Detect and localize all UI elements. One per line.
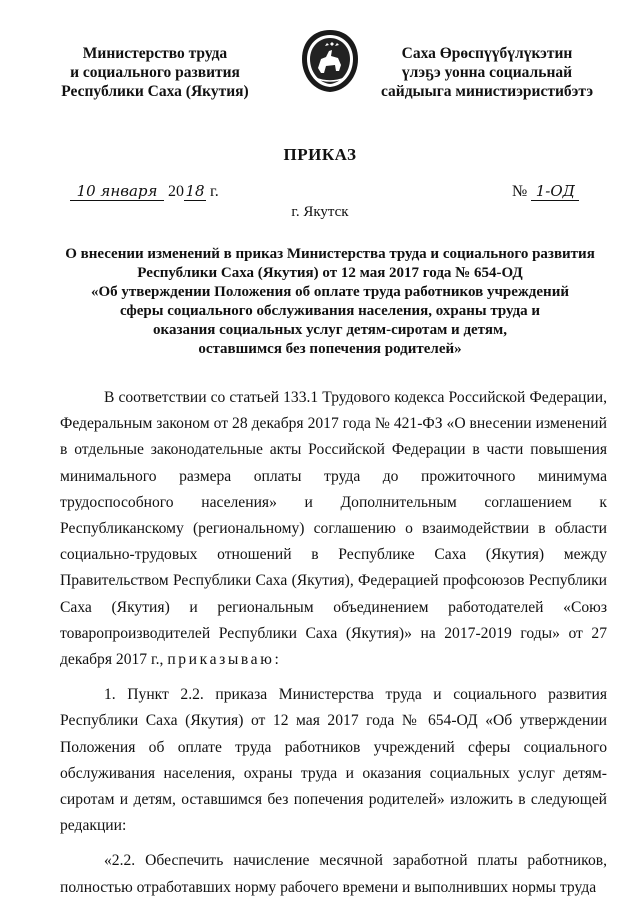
preamble-text: В соответствии со статьей 133.1 Трудового кодекса Российской Федерации, Федеральным законом от 28 декабря 2017 года № 421-ФЗ «О внесении изменений в отдельные законодательные акты Российской Федерации в части повышения минимального размера оплаты труда до прожиточного минимума трудоспособного населения» и Дополнительным соглашением к Республиканскому (региональному) соглашению о взаимодействии в области социально-трудовых отношений в Республике Саха (Якутия) между Правительством Республики Саха (Якутия), Федерацией профсоюзов Республики Саха (Якутия) и региональным объединением работодателей «Союз товаропроизводителей Республики Саха (Якутия)» на 2017-2019 годы» от 27 декабря 2017 г., (60, 389, 607, 669)
subject-line: оставшимся без попечения родителей» (198, 341, 462, 357)
clause-2-2-paragraph: «2.2. Обеспечить начисление месячной заработной платы работников, полностью отработавших норму рабочего времени и выполнивших нормы труда (60, 852, 607, 896)
ministry-name-line: Республики Саха (Якутия) (61, 83, 249, 100)
ministry-name-line: и социального развития (70, 64, 240, 81)
order-date (70, 182, 219, 201)
ministry-name-yakut (372, 44, 602, 101)
order-command: приказываю: (167, 651, 282, 669)
ministry-name-line: сайдыыга министиэристибэтэ (380, 83, 594, 100)
ministry-name-line: Саха Өрөспүүбүлүкэтин (401, 45, 573, 62)
order-body (60, 385, 607, 910)
order-number (512, 182, 579, 201)
ministry-name-russian (40, 44, 270, 101)
number-label: № (512, 183, 528, 200)
sakha-republic-emblem-icon (299, 28, 361, 94)
preamble-paragraph (60, 385, 607, 673)
date-day-month: 10 января (70, 182, 164, 201)
ministry-name-line: Министерство труда (82, 45, 228, 62)
order-city: г. Якутск (291, 204, 349, 220)
number-value: 1-ОД (531, 182, 579, 201)
subject-line: Республики Саха (Якутия) от 12 мая 2017 года № 654-ОД (137, 265, 523, 281)
date-year-mark: г. (210, 183, 219, 200)
subject-line: «Об утверждении Положения об оплате труда работников учреждений (90, 284, 569, 300)
ministry-name-line: үлэҕэ уонна социальнай (401, 64, 573, 81)
subject-line: О внесении изменений в приказ Министерства труда и социального развития (65, 246, 595, 262)
clause-1-paragraph: 1. Пункт 2.2. приказа Министерства труда и социального развития Республики Саха (Якутия) от 12 мая 2017 года № 654-ОД «Об утверждении Положения об оплате труда работников учреждений сферы социального обслуживания населения, охраны труда и оказания социальных услуг детям-сиротам и детям, оставшимся без попечения родителей» изложить в следующей редакции: (60, 686, 607, 835)
order-subject (60, 245, 600, 359)
subject-line: сферы социального обслуживания населения, охраны труда и (119, 303, 541, 319)
subject-line: оказания социальных услуг детям-сиротам и детям, (153, 322, 507, 338)
date-year-prefix: 20 (168, 183, 184, 200)
date-year-suffix: 18 (185, 182, 205, 200)
document-title: ПРИКАЗ (283, 145, 357, 164)
